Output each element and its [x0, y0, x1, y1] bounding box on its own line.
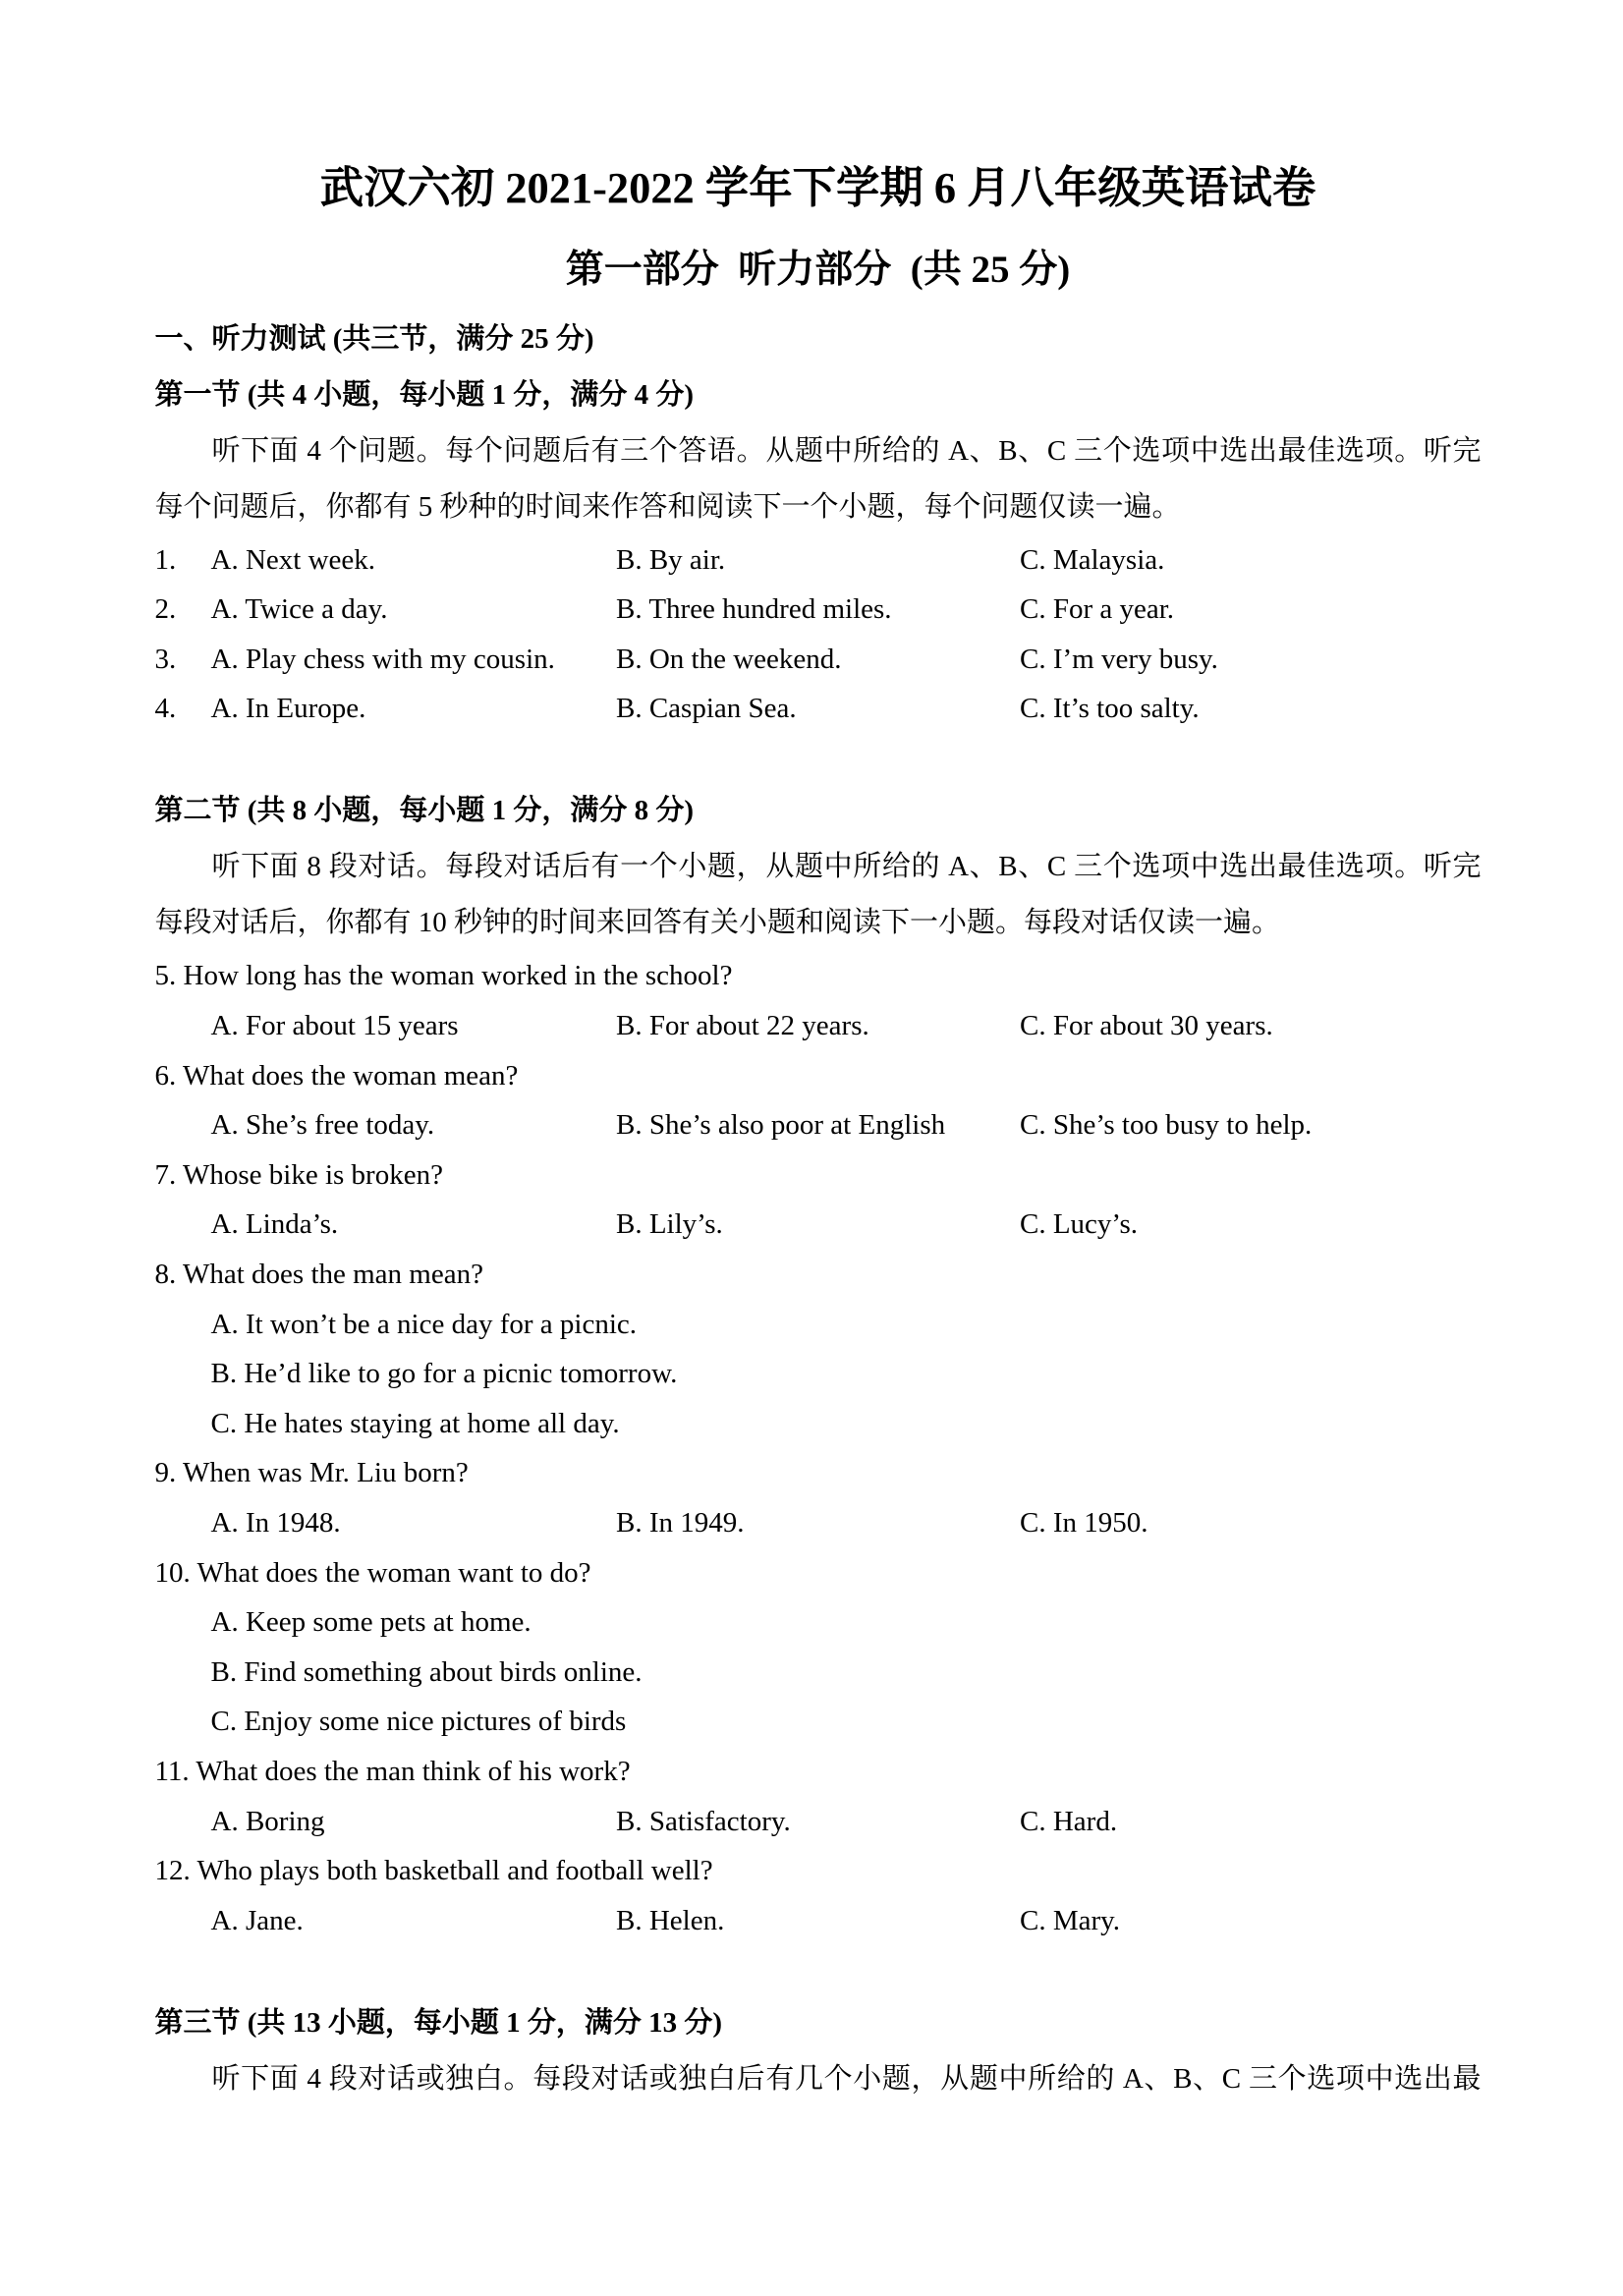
- option-b: B. Caspian Sea.: [616, 693, 797, 725]
- question-number: 3.: [154, 643, 177, 675]
- subsection-heading: 第三节 (共 13 小题，每小题 1 分，满分 13 分): [154, 2006, 723, 2039]
- question-options: [155, 1200, 1482, 1250]
- option-a: A. She’s free today.: [210, 1109, 435, 1142]
- section-title: 一、听力测试 (共三节，满分 25 分): [154, 322, 594, 355]
- question-stem: What does the woman want to do?: [196, 1556, 591, 1589]
- question-stem: What does the man mean?: [182, 1259, 483, 1291]
- option-a: A. Linda’s.: [210, 1208, 339, 1241]
- question-stem-line: [155, 951, 1482, 1001]
- question-stem-line: [155, 1150, 1482, 1201]
- question-10: [155, 1548, 1482, 1747]
- subsection-1: [155, 367, 1482, 734]
- option-b: B. For about 22 years.: [616, 1010, 869, 1042]
- question-stem: What does the woman mean?: [182, 1059, 519, 1092]
- option-a: A. Jane.: [210, 1904, 304, 1936]
- question-stem: How long has the woman worked in the school?: [183, 960, 733, 992]
- question-1: [155, 535, 1482, 586]
- question-2: [155, 585, 1482, 635]
- instruction-line: 听下面 4 段对话或独白。每段对话或独白后有几个小题，从题中所给的 A、B、C 三个选项中选出最: [211, 2062, 1482, 2095]
- option-b: B. Lily’s.: [616, 1208, 723, 1241]
- option-a: A. In 1948.: [210, 1507, 341, 1539]
- option-a: A. Play chess with my cousin.: [210, 643, 555, 675]
- question-stem: Whose bike is broken?: [182, 1158, 443, 1191]
- exam-content: [155, 146, 1482, 2107]
- option-c: C. Hard.: [1020, 1805, 1118, 1837]
- option-c: C. Lucy’s.: [1020, 1208, 1139, 1241]
- question-options: [155, 1498, 1482, 1548]
- question-stem: When was Mr. Liu born?: [182, 1457, 469, 1489]
- option-c: C. Enjoy some nice pictures of birds: [210, 1706, 627, 1738]
- option-b: B. Satisfactory.: [616, 1805, 791, 1837]
- instruction-line: 每个问题后，你都有 5 秒种的时间来作答和阅读下一个小题，每个问题仅读一遍。: [154, 490, 1181, 523]
- question-number: 12.: [154, 1855, 191, 1887]
- question-3: [155, 635, 1482, 685]
- question-12: [155, 1846, 1482, 1945]
- question-6: [155, 1051, 1482, 1150]
- option-c: C. He hates staying at home all day.: [210, 1407, 620, 1439]
- option-c: C. Mary.: [1020, 1904, 1121, 1936]
- option-a: A. Twice a day.: [210, 593, 388, 626]
- option-a: A. In Europe.: [210, 693, 366, 725]
- question-number: 4.: [154, 693, 177, 725]
- question-number: 10.: [154, 1556, 191, 1589]
- option-b: B. He’d like to go for a picnic tomorrow.: [210, 1358, 678, 1390]
- subsection-heading: 第二节 (共 8 小题，每小题 1 分，满分 8 分): [154, 795, 695, 827]
- question-options: [155, 1001, 1482, 1051]
- option-c: C. It’s too salty.: [1020, 693, 1200, 725]
- option-a: A. Boring: [210, 1805, 325, 1837]
- option-c: C. I’m very busy.: [1020, 643, 1218, 675]
- option-a: A. Next week.: [210, 543, 376, 576]
- part-title: 第一部分 听力部分 (共 25 分): [565, 248, 1071, 291]
- question-number: 5.: [154, 960, 177, 992]
- instruction-line: 每段对话后，你都有 10 秒钟的时间来回答有关小题和阅读下一小题。每段对话仅读一遍。: [154, 907, 1281, 939]
- question-stem-line: [155, 1747, 1482, 1797]
- question-number: 1.: [154, 543, 177, 576]
- instruction-line: 听下面 4 个问题。每个问题后有三个答语。从题中所给的 A、B、C 三个选项中选出最佳选项。听完: [211, 434, 1482, 467]
- question-stem-line: [155, 1051, 1482, 1101]
- question-stem-line: [155, 1448, 1482, 1498]
- question-stem-line: [155, 1846, 1482, 1896]
- option-b: B. Three hundred miles.: [616, 593, 892, 626]
- question-options: [155, 1797, 1482, 1847]
- option-a: A. It won’t be a nice day for a picnic.: [210, 1308, 637, 1340]
- question-number: 6.: [154, 1059, 177, 1092]
- option-b: B. Find something about birds online.: [210, 1655, 643, 1688]
- option-b: B. By air.: [616, 543, 726, 576]
- question-7: [155, 1150, 1482, 1250]
- option-b: B. Helen.: [616, 1904, 725, 1936]
- option-b: B. On the weekend.: [616, 643, 842, 675]
- option-b: B. In 1949.: [616, 1507, 745, 1539]
- question-4: [155, 684, 1482, 734]
- question-number: 9.: [154, 1457, 177, 1489]
- option-a: A. For about 15 years: [210, 1010, 459, 1042]
- question-9: [155, 1448, 1482, 1547]
- option-c: C. She’s too busy to help.: [1020, 1109, 1313, 1142]
- subsection-heading: 第一节 (共 4 小题，每小题 1 分，满分 4 分): [154, 378, 695, 411]
- question-11: [155, 1747, 1482, 1846]
- exam-title: 武汉六初 2021-2022 学年下学期 6 月八年级英语试卷: [319, 162, 1316, 212]
- subsection-3: [155, 1995, 1482, 2107]
- question-number: 2.: [154, 593, 177, 626]
- question-options: [155, 1100, 1482, 1150]
- question-number: 11.: [154, 1755, 190, 1787]
- question-8: [155, 1250, 1482, 1448]
- question-stem-line: [155, 1548, 1482, 1598]
- option-c: C. In 1950.: [1020, 1507, 1148, 1539]
- question-5: [155, 951, 1482, 1050]
- instruction-line: 听下面 8 段对话。每段对话后有一个小题，从题中所给的 A、B、C 三个选项中选出最佳选项。听完: [211, 851, 1482, 883]
- question-stem-line: [155, 1250, 1482, 1300]
- question-number: 8.: [154, 1259, 177, 1291]
- question-stem: Who plays both basketball and football well?: [196, 1855, 713, 1887]
- option-c: C. For a year.: [1020, 593, 1175, 626]
- option-c: C. For about 30 years.: [1020, 1010, 1273, 1042]
- subsection-2: [155, 783, 1482, 1945]
- option-b: B. She’s also poor at English: [616, 1109, 946, 1142]
- option-c: C. Malaysia.: [1020, 543, 1165, 576]
- question-options: [155, 1896, 1482, 1946]
- question-stem: What does the man think of his work?: [196, 1755, 631, 1787]
- option-a: A. Keep some pets at home.: [210, 1606, 532, 1639]
- question-number: 7.: [154, 1158, 177, 1191]
